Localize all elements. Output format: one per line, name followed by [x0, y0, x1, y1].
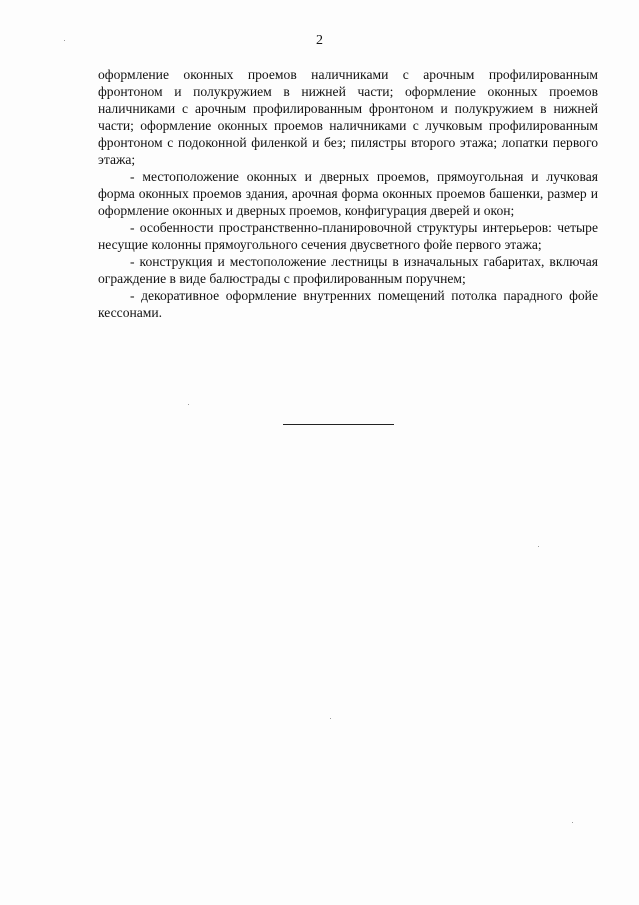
- scan-speck: [64, 40, 65, 41]
- paragraph-ceiling-decoration: - декоративное оформление внутренних помещений потолка парадного фойе кессонами.: [98, 288, 598, 320]
- paragraph-interior-structure: - особенности пространственно-планировочной структуры интерьеров: четыре несущие колонны прямоугольного сечения двусветного фойе первого этажа;: [98, 220, 598, 252]
- scan-speck: [188, 404, 189, 405]
- page-number: 2: [316, 33, 323, 48]
- end-separator-line: [283, 424, 394, 425]
- scan-speck: [330, 718, 331, 719]
- paragraph-staircase: - конструкция и местоположение лестницы в изначальных габаритах, включая ограждение в виде балюстрады с профилированным поручнем;: [98, 254, 598, 286]
- scan-speck: [538, 546, 539, 547]
- paragraph-openings-location: - местоположение оконных и дверных проемов, прямоугольная и лучковая форма оконных проемов здания, арочная форма оконных проемов башенки, размер и оформление оконных и дверных проемов, конфигурация дверей и окон;: [98, 169, 598, 218]
- paragraph-window-decoration: оформление оконных проемов наличниками с арочным профилированным фронтоном и полукружием в нижней части; оформление оконных проемов наличниками с арочным профилированным фронтоном и полукружием в нижней части; оформление оконных проемов наличниками с лучковым профилированным фронтоном с подоконной филенкой и без; пилястры второго этажа; лопатки первого этажа;: [98, 67, 598, 167]
- scan-speck: [572, 822, 573, 823]
- document-body: [98, 66, 598, 321]
